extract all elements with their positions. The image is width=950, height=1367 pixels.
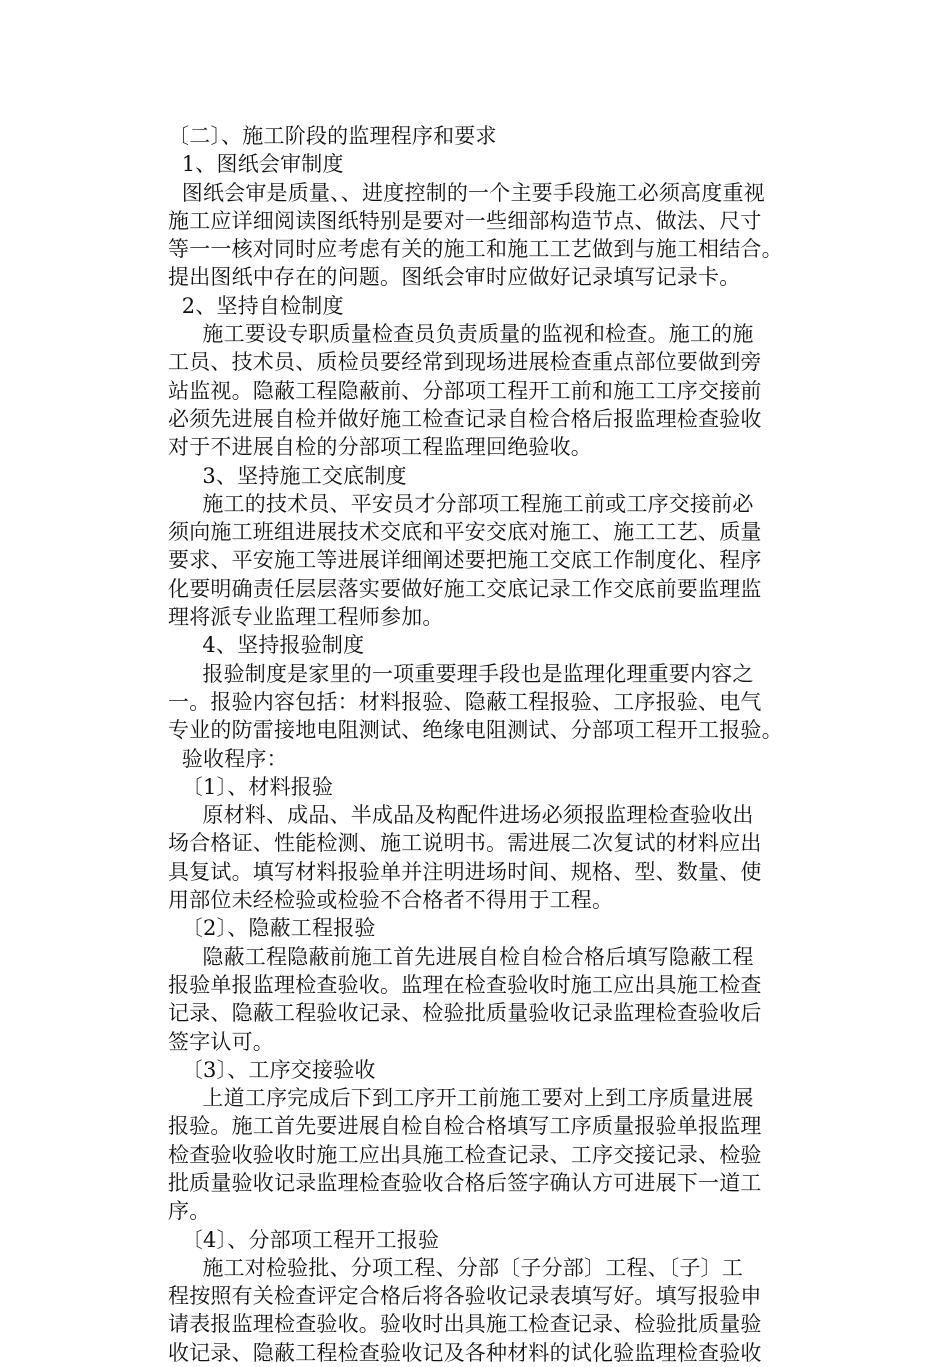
text-line: 上道工序完成后下到工序开工前施工要对上到工序质量进展: [168, 1086, 754, 1111]
text-line: 具复试。填写材料报验单并注明进场时间、规格、型、数量、使: [168, 859, 762, 884]
text-line: 签字认可。: [168, 1029, 274, 1054]
text-line: 施工要设专职质量检查员负责质量的监视和检查。施工的施: [168, 322, 754, 347]
text-line: 隐蔽工程隐蔽前施工首先进展自检自检合格后填写隐蔽工程: [168, 944, 754, 969]
text-line: 报验制度是家里的一项重要理手段也是监理化理重要内容之: [168, 661, 754, 686]
text-line: 报验单报监理检查验收。监理在检查验收时施工应出具施工检查: [168, 972, 762, 997]
text-line: 站监视。隐蔽工程隐蔽前、分部项工程开工前和施工工序交接前: [168, 378, 762, 403]
text-line: 程按照有关检查评定合格后将各验收记录表填写好。填写报验申: [168, 1284, 762, 1309]
text-line: 批质量验收记录监理检查验收合格后签字确认方可进展下一道工: [168, 1170, 762, 1195]
text-line: 2、坚持自检制度: [168, 293, 344, 318]
text-line: 〔4〕、分部项工程开工报验: [168, 1227, 440, 1252]
text-line: 用部位未经检验或检验不合格者不得用于工程。: [168, 888, 614, 913]
text-line: 要求、平安施工等进展详细阐述要把施工交底工作制度化、程序: [168, 548, 762, 573]
text-line: 检查验收验收时施工应出具施工检查记录、工序交接记录、检验: [168, 1142, 762, 1167]
text-line: 对于不进展自检的分部项工程监理回绝验收。: [168, 435, 592, 460]
text-line: 〔1〕、材料报验: [168, 774, 334, 799]
text-line: 验收程序：: [168, 746, 288, 771]
text-line: 报验。施工首先要进展自检自检合格填写工序质量报验单报监理: [168, 1114, 762, 1139]
text-line: 一。报验内容包括：材料报验、隐蔽工程报验、工序报验、电气: [168, 689, 762, 714]
text-line: 施工应详细阅读图纸特别是要对一些细部构造节点、做法、尺寸: [168, 208, 762, 233]
text-line: 请表报监理检查验收。验收时出具施工检查记录、检验批质量验: [168, 1312, 762, 1337]
document-body: [168, 122, 828, 1367]
text-line: 3、坚持施工交底制度: [168, 463, 407, 488]
text-line: 1、图纸会审制度: [168, 152, 344, 177]
text-line: 须向施工班组进展技术交底和平安交底对施工、施工工艺、质量: [168, 520, 762, 545]
text-line: 4、坚持报验制度: [168, 633, 365, 658]
text-line: 收记录、隐蔽工程检查验收记及各种材料的试化验监理检查验收: [168, 1340, 762, 1365]
text-line: 序。: [168, 1199, 211, 1224]
text-line: 施工的技术员、平安员才分部项工程施工前或工序交接前必: [168, 491, 754, 516]
text-line: 原材料、成品、半成品及构配件进场必须报监理检查验收出: [168, 803, 754, 828]
text-line: 〔2〕、隐蔽工程报验: [168, 916, 376, 941]
text-line: 场合格证、性能检测、施工说明书。需进展二次复试的材料应出: [168, 831, 762, 856]
text-line: 等一一核对同时应考虑有关的施工和施工工艺做到与施工相结合。: [168, 237, 783, 262]
text-line: 必须先进展自检并做好施工检查记录自检合格后报监理检查验收: [168, 406, 762, 431]
text-line: 图纸会审是质量、、进度控制的一个主要手段施工必须高度重视: [168, 180, 765, 205]
text-line: 提出图纸中存在的问题。图纸会审时应做好记录填写记录卡。: [168, 265, 741, 290]
text-line: 〔二〕、施工阶段的监理程序和要求: [168, 124, 497, 148]
text-line: 〔3〕、工序交接验收: [168, 1057, 376, 1082]
text-line: 化要明确责任层层落实要做好施工交底记录工作交底前要监理监: [168, 576, 762, 601]
text-line: 理将派专业监理工程师参加。: [168, 605, 444, 630]
text-line: 专业的防雷接地电阻测试、绝缘电阻测试、分部项工程开工报验。: [168, 718, 783, 743]
text-line: 施工对检验批、分项工程、分部〔子分部〕工程、〔子〕工: [168, 1255, 744, 1280]
text-line: 记录、隐蔽工程验收记录、检验批质量验收记录监理检查验收后: [168, 1001, 762, 1026]
text-line: 工员、技术员、质检员要经常到现场进展检查重点部位要做到旁: [168, 350, 762, 375]
